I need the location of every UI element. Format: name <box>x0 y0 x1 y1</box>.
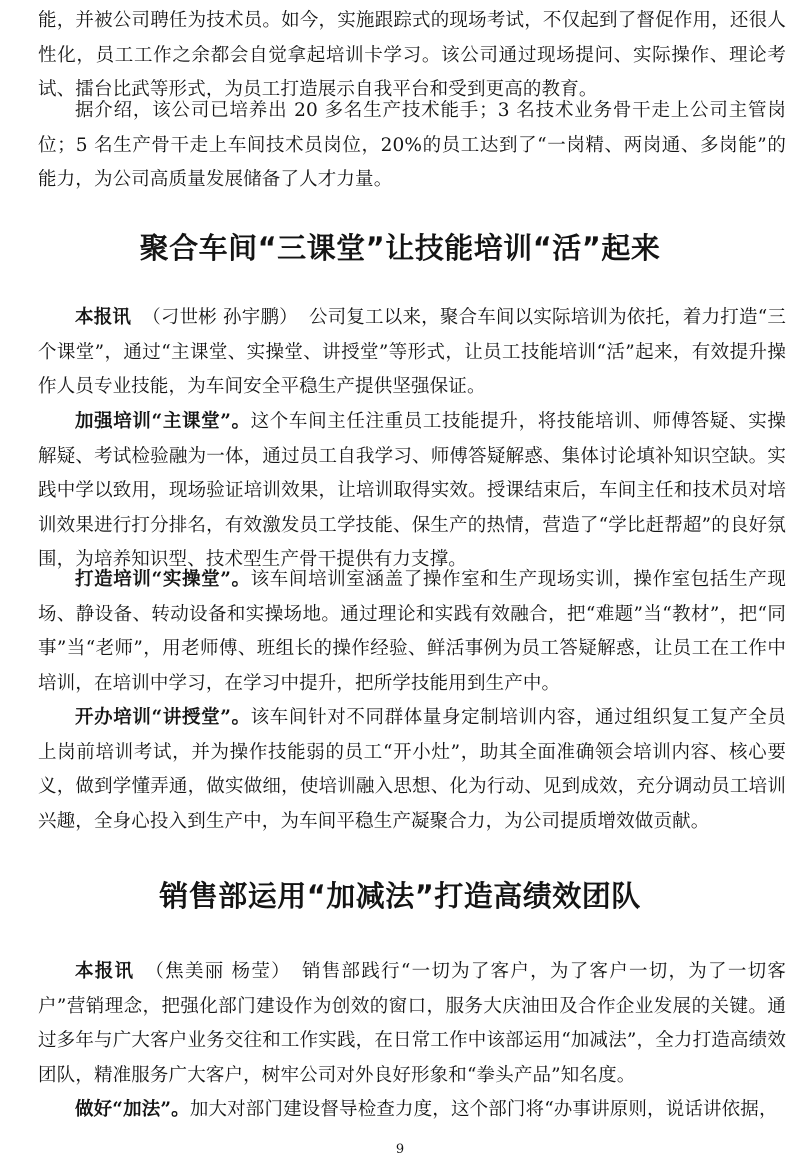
talent-summary-paragraph: 据介绍，该公司已培养出 20 多名生产技术能手；3 名技术业务骨干走上公司主管岗位；5 名生产骨干走上车间技术员岗位，20%的员工达到了“一岗精、两岗通、多岗能”的能力，为公司高质量发展储备了人才力量。 <box>38 100 786 191</box>
article-title-sales: 销售部运用“加减法”打造高绩效团队 <box>159 879 641 913</box>
article1-intro: 本报讯 （刁世彬 孙宇鹏） 公司复工以来，聚合车间以实际培训为依托，着力打造“三个课堂”，通过“主课堂、实操堂、讲授堂”等形式，让员工技能培训“活”起来，有效提升操作人员专业技能，为车间安全平稳生产提供坚强保证。 <box>38 307 786 398</box>
article1-main-classroom: 加强培训“主课堂”。这个车间主任注重员工技能提升，将技能培训、师傅答疑、实操解疑、考试检验融为一体，通过员工自我学习、师傅答疑解惑、集体讨论填补知识空缺。实践中学以致用，现场验证培训效果，让培训取得实效。授课结束后，车间主任和技术员对培训效果进行打分排名，有效激发员工学技能、保生产的热情，营造了“学比赶帮超”的良好氛围，为培养知识型、技术型生产骨干提供有力支撑。 <box>38 411 786 571</box>
article2-intro: 本报讯 （焦美丽 杨莹） 销售部践行“一切为了客户，为了客户一切，为了一切客户”营销理念，把强化部门建设作为创效的窗口，服务大庆油田及合作企业发展的关键。通过多年与广大客户业务交往和工作实践，在日常工作中该部运用“加减法”，全力打造高绩效团队，精准服务广大客户，树牢公司对外良好形象和“拳头产品”知名度。 <box>38 961 787 1086</box>
article1-practice-classroom: 打造培训“实操堂”。该车间培训室涵盖了操作室和生产现场实训，操作室包括生产现场、静设备、转动设备和实操场地。通过理论和实践有效融合，把“难题”当“教材”，把“同事”当“老师”，用老师傅、班组长的操作经验、鲜活事例为员工答疑解惑，让员工在工作中培训，在培训中学习，在学习中提升，把所学技能用到生产中。 <box>38 569 786 694</box>
continued-paragraph: 能，并被公司聘任为技术员。如今，实施跟踪式的现场考试，不仅起到了督促作用，还很人性化，员工工作之余都会自觉拿起培训卡学习。该公司通过现场提问、实际操作、理论考试、擂台比武等形式，为员工打造展示自我平台和受到更高的教育。 <box>38 10 786 101</box>
page-number: 9 <box>395 1142 405 1157</box>
article-title-workshop: 聚合车间“三课堂”让技能培训“活”起来 <box>139 231 661 265</box>
article2-addition: 做好“加法”。加大对部门建设督导检查力度，这个部门将“办事讲原则，说话讲依据， <box>75 1099 778 1120</box>
article1-lecture-classroom: 开办培训“讲授堂”。该车间针对不同群体量身定制培训内容，通过组织复工复产全员上岗前培训考试，并为操作技能弱的员工“开小灶”，助其全面准确领会培训内容、核心要义，做到学懂弄通，做实做细，使培训融入思想、化为行动、见到成效，充分调动员工培训兴趣，全身心投入到生产中，为车间平稳生产凝聚合力，为公司提质增效做贡献。 <box>38 707 786 832</box>
